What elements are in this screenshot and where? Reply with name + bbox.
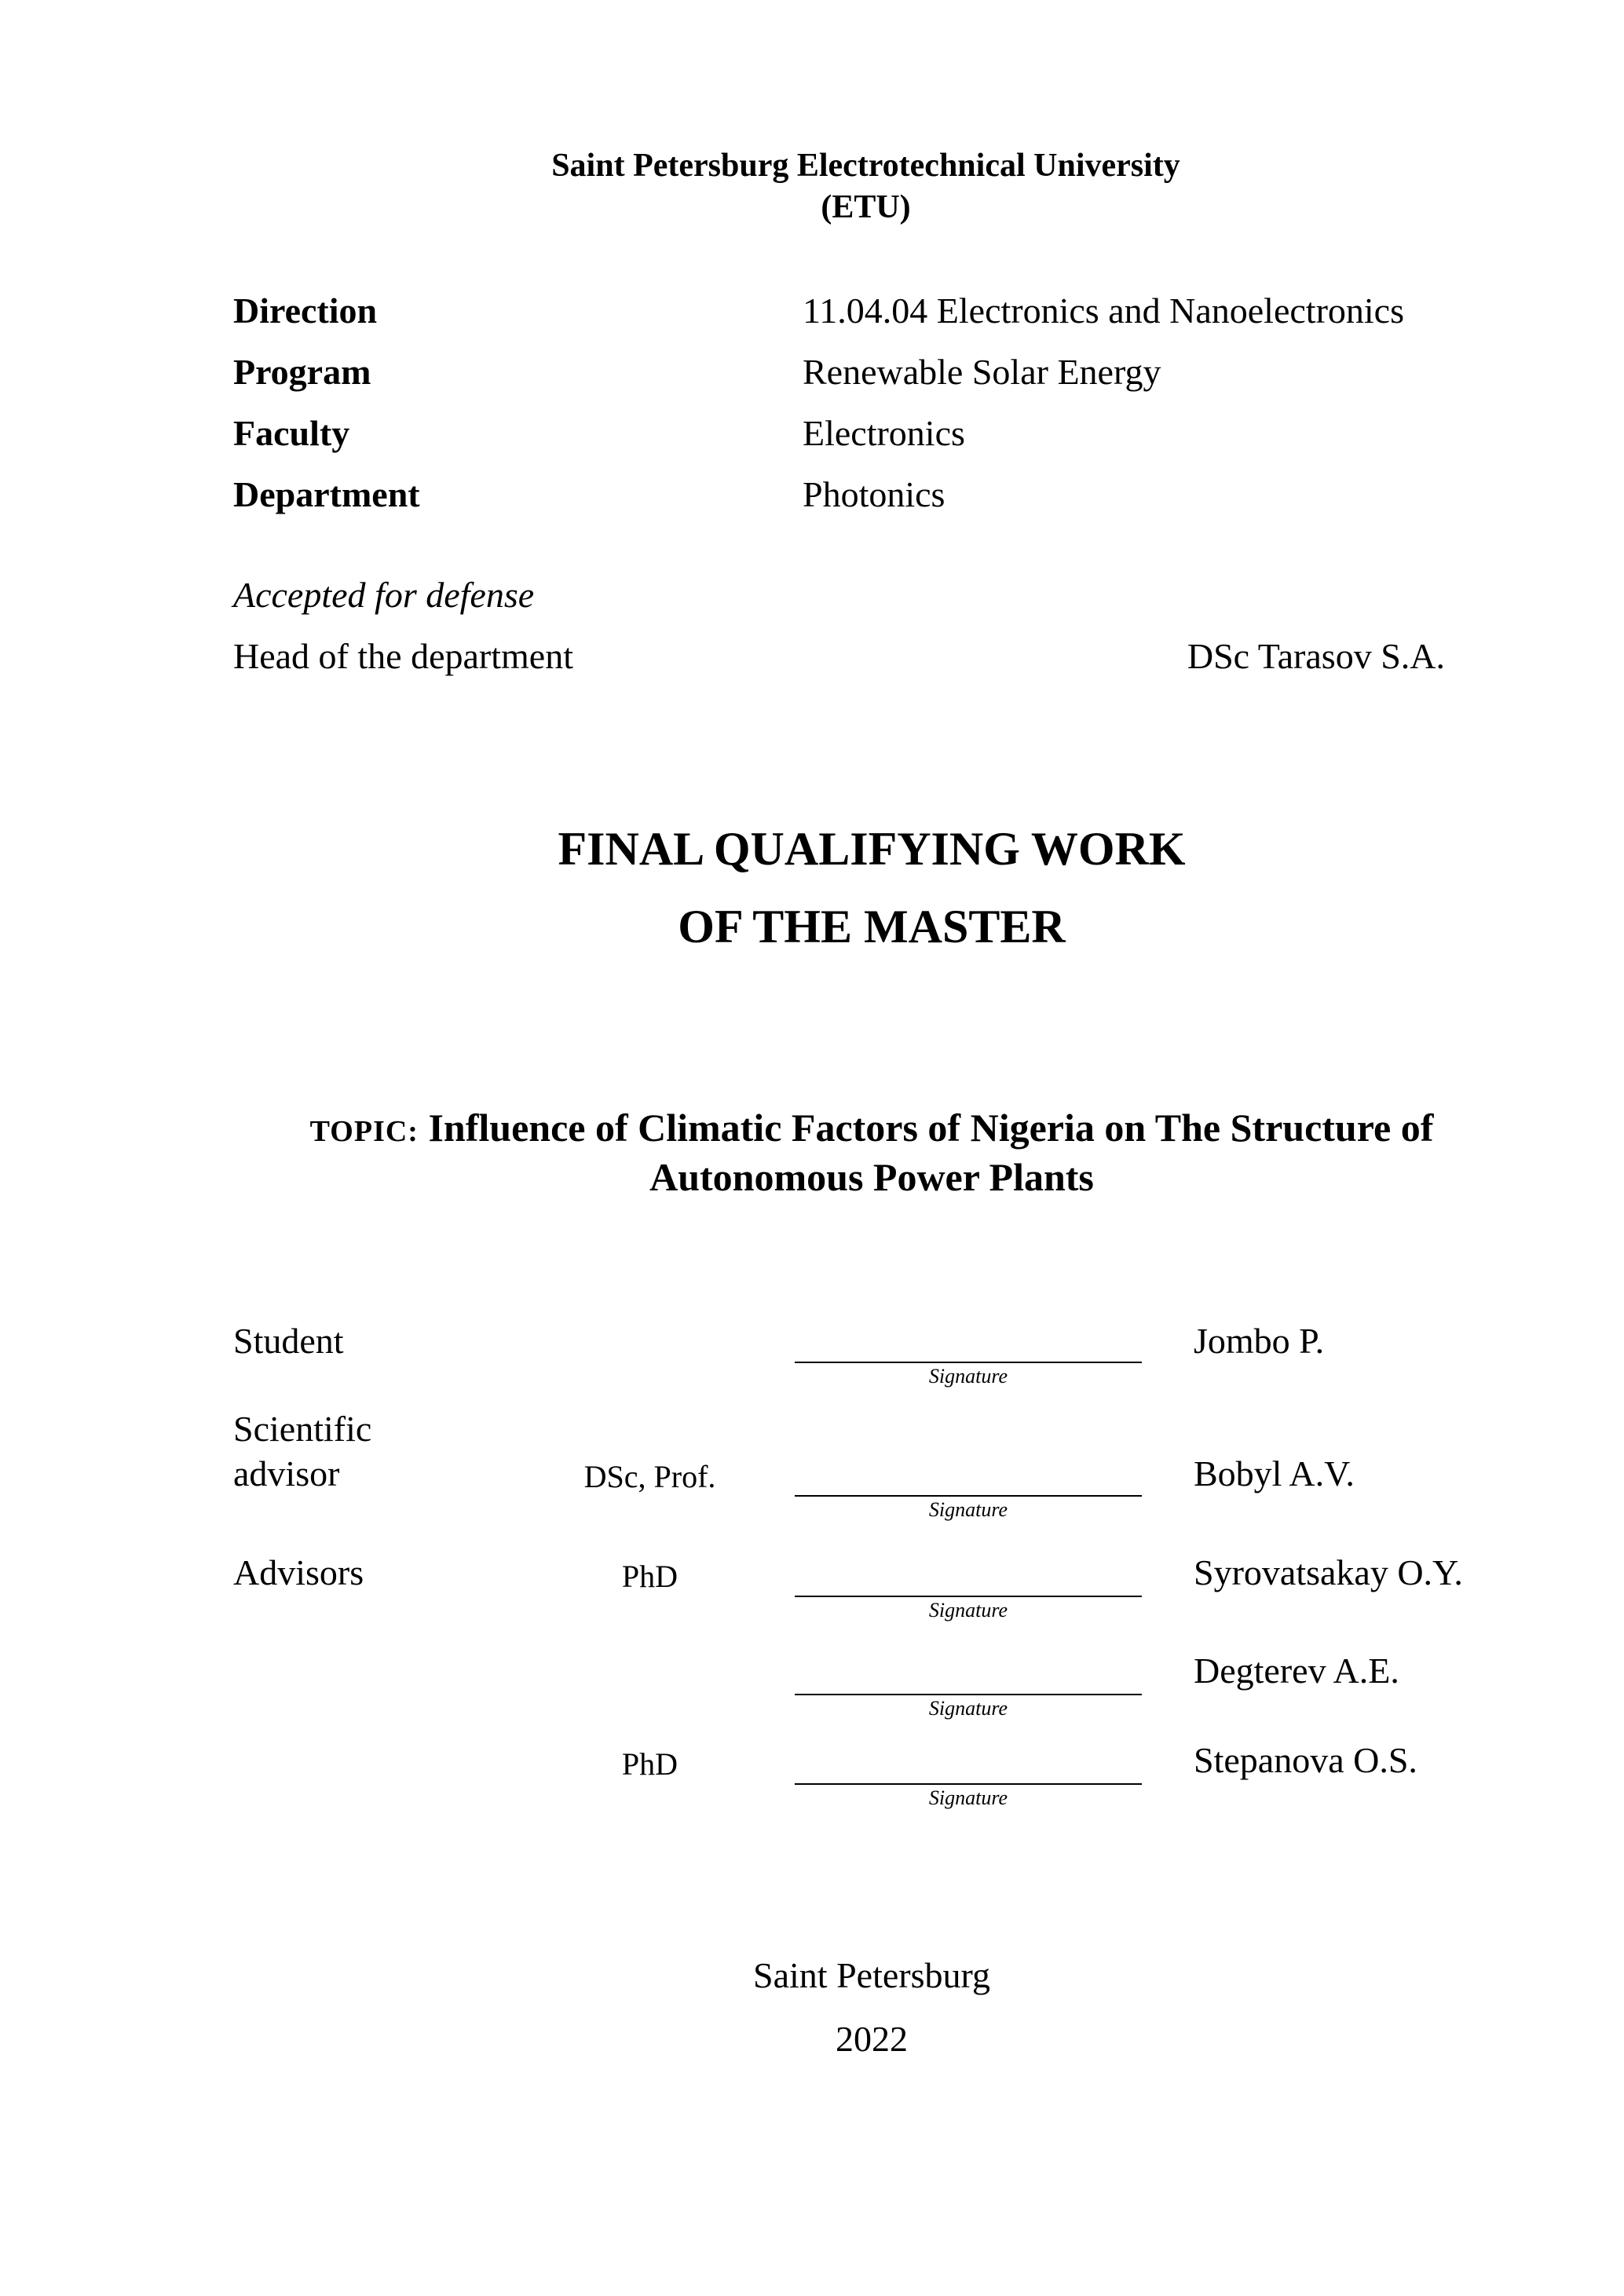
faculty-label: Faculty: [233, 413, 350, 453]
scientific-advisor-role: Scientific: [233, 1409, 372, 1449]
advisor-name: Degterev A.E.: [1194, 1651, 1399, 1691]
topic-line1: [0, 1102, 1624, 1157]
university-name: Saint Petersburg Electrotechnical University: [551, 148, 1180, 184]
signature-line: [795, 1362, 1142, 1363]
advisor-name: Syrovatsakay O.Y.: [1194, 1552, 1463, 1592]
signature-caption: Signature: [928, 1498, 1008, 1521]
signature-line: [795, 1694, 1142, 1695]
student-role: Student: [233, 1321, 344, 1361]
department-value: Photonics: [803, 474, 946, 514]
head-of-department-label: Head of the department: [233, 636, 573, 676]
topic-text-line1: Influence of Climatic Factors of Nigeria on The Structure of: [428, 1106, 1434, 1150]
direction-value: 11.04.04 Electronics and Nanoelectronics: [803, 291, 1404, 331]
signature-line: [795, 1783, 1142, 1785]
scientific-advisor-role-line2: advisor: [233, 1453, 340, 1493]
topic-prefix: TOPIC:: [309, 1115, 419, 1148]
advisor-degree: PhD: [621, 1559, 678, 1594]
topic-line2: Autonomous Power Plants: [649, 1155, 1094, 1199]
signature-caption: Signature: [928, 1599, 1008, 1621]
signature-caption: Signature: [928, 1786, 1008, 1809]
advisors-role: Advisors: [233, 1552, 364, 1592]
year: 2022: [836, 2019, 908, 2059]
student-name: Jombo P.: [1194, 1321, 1325, 1361]
signature-line: [795, 1596, 1142, 1597]
signature-line: [795, 1495, 1142, 1497]
faculty-value: Electronics: [803, 413, 965, 453]
advisor-name: Stepanova O.S.: [1194, 1740, 1417, 1780]
city: Saint Petersburg: [753, 1955, 990, 1995]
program-value: Renewable Solar Energy: [803, 352, 1161, 392]
university-abbreviation: (ETU): [821, 189, 911, 225]
program-label: Program: [233, 352, 371, 392]
advisor-degree: PhD: [621, 1746, 678, 1782]
document-title-line1: FINAL QUALIFYING WORK: [558, 823, 1186, 875]
scientific-advisor-degree: DSc, Prof.: [583, 1459, 716, 1494]
accepted-for-defense: Accepted for defense: [233, 575, 535, 615]
department-label: Department: [233, 474, 420, 514]
document-title-line2: OF THE MASTER: [678, 901, 1066, 952]
head-of-department-name: DSc Tarasov S.A.: [1187, 636, 1445, 676]
scientific-advisor-name: Bobyl A.V.: [1194, 1453, 1355, 1493]
direction-label: Direction: [233, 291, 378, 331]
signature-caption: Signature: [928, 1697, 1008, 1720]
signature-caption: Signature: [928, 1365, 1008, 1387]
